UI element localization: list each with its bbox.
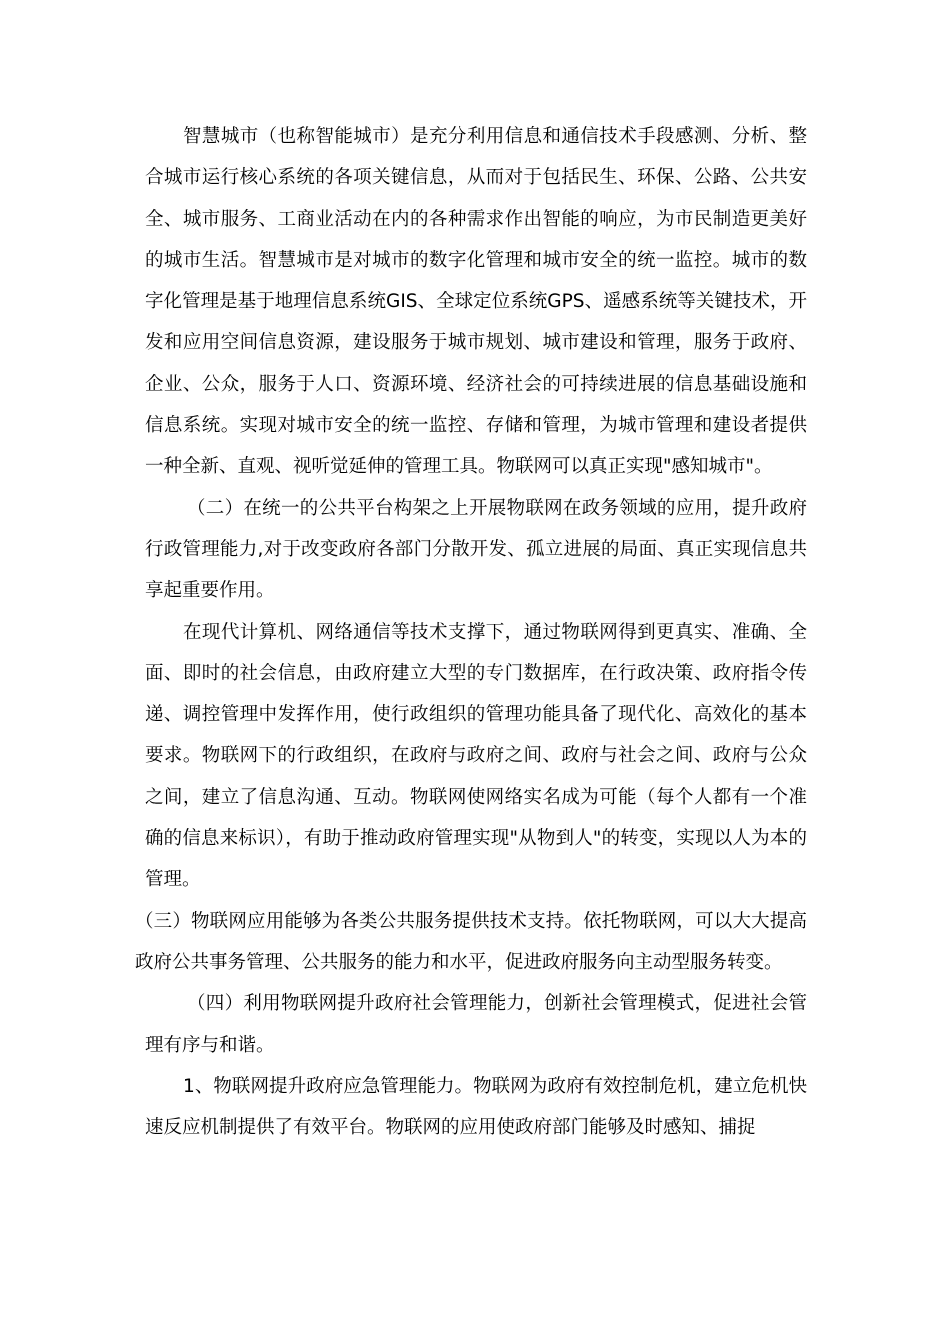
- paragraph-smart-city: 智慧城市（也称智能城市）是充分利用信息和通信技术手段感测、分析、整合城市运行核心系统的各项关键信息，从而对于包括民生、环保、公路、公共安全、城市服务、工商业活动在内的各种需求作出智能的响应，为市民制造更美好的城市生活。智慧城市是对城市的数字化管理和城市安全的统一监控。城市的数字化管理是基于地理信息系统GIS、全球定位系统GPS、遥感系统等关键技术，开发和应用空间信息资源，建设服务于城市规划、城市建设和管理，服务于政府、企业、公众，服务于人口、资源环境、经济社会的可持续进展的信息基础设施和信息系统。实现对城市安全的统一监控、存储和管理，为城市管理和建设者提供一种全新、直观、视听觉延伸的管理工具。物联网可以真正实现"感知城市"。: [145, 126, 807, 478]
- paragraph-section-4: （四）利用物联网提升政府社会管理能力，创新社会管理模式，促进社会管理有序与和谐。: [145, 993, 807, 1056]
- paragraph-emergency-management: 1、物联网提升政府应急管理能力。物联网为政府有效控制危机，建立危机快速反应机制提供了有效平台。物联网的应用使政府部门能够及时感知、捕捉: [145, 1075, 807, 1139]
- paragraph-section-2: （二）在统一的公共平台构架之上开展物联网在政务领域的应用，提升政府行政管理能力,对于改变政府各部门分散开发、孤立进展的局面、真正实现信息共享起重要作用。: [145, 497, 807, 602]
- document-body: [135, 116, 807, 1148]
- paragraph-section-3: （三）物联网应用能够为各类公共服务提供技术支持。依托物联网，可以大大提高政府公共事务管理、公共服务的能力和水平，促进政府服务向主动型服务转变。: [135, 910, 807, 973]
- paragraph-government-info: 在现代计算机、网络通信等技术支撑下，通过物联网得到更真实、准确、全面、即时的社会信息，由政府建立大型的专门数据库，在行政决策、政府指令传递、调控管理中发挥作用，使行政组织的管理功能具备了现代化、高效化的基本要求。物联网下的行政组织，在政府与政府之间、政府与社会之间、政府与公众之间，建立了信息沟通、互动。物联网使网络实名成为可能（每个人都有一个准确的信息来标识），有助于推动政府管理实现"从物到人"的转变，实现以人为本的管理。: [145, 621, 807, 891]
